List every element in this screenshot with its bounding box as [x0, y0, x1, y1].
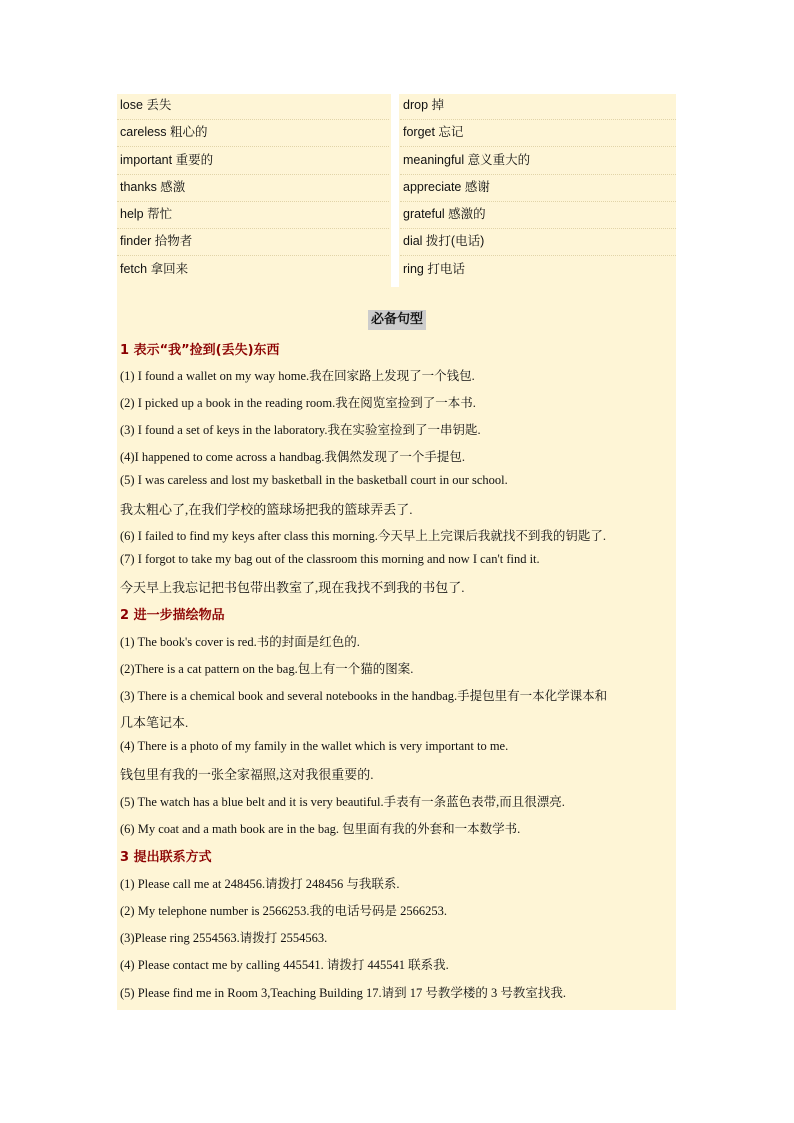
- section-title: 必备句型: [368, 310, 426, 330]
- sentence-line: (3) There is a chemical book and several notebooks in the handbag.手提包里有一本化学课本和: [120, 689, 608, 703]
- vocab-term: dial 拨打(电话): [400, 230, 676, 256]
- section-heading: 2 进一步描绘物品: [120, 608, 225, 623]
- vocab-term: meaningful 意义重大的: [400, 149, 676, 175]
- sentence-line: (4) Please contact me by calling 445541. 请拨打 445541 联系我.: [120, 958, 449, 972]
- section-heading: 3 提出联系方式: [120, 850, 212, 865]
- section-heading: 1 表示“我”捡到(丢失)东西: [120, 343, 280, 358]
- vocab-term: help 帮忙: [117, 203, 389, 229]
- vocab-term: drop 掉: [400, 94, 676, 120]
- vocab-row: [117, 230, 676, 257]
- vocab-term: careless 粗心的: [117, 121, 389, 147]
- sentence-line: (6) I failed to find my keys after class this morning.今天早上上完课后我就找不到我的钥匙了.: [120, 529, 607, 543]
- sentence-line: (4)I happened to come across a handbag.我偶然发现了一个手提包.: [120, 450, 466, 464]
- vocab-row: [117, 176, 676, 203]
- sentence-line: 我太粗心了,在我们学校的篮球场把我的篮球弄丢了.: [120, 502, 413, 517]
- sentence-line: 几本笔记本.: [120, 715, 189, 730]
- sentence-line: (2) My telephone number is 2566253.我的电话号码是 2566253.: [120, 904, 448, 918]
- vocab-row: [117, 94, 676, 121]
- vocab-term: forget 忘记: [400, 121, 676, 147]
- vocab-row: [117, 203, 676, 230]
- vocab-term: finder 拾物者: [117, 230, 389, 256]
- sentence-line: (5) I was careless and lost my basketball in the basketball court in our school.: [120, 473, 508, 487]
- sentence-line: (5) Please find me in Room 3,Teaching Building 17.请到 17 号教学楼的 3 号教室找我.: [120, 986, 566, 1000]
- sentence-line: (4) There is a photo of my family in the wallet which is very important to me.: [120, 739, 509, 753]
- vocab-term: thanks 感激: [117, 176, 389, 202]
- sentence-line: (1) Please call me at 248456.请拨打 248456 与我联系.: [120, 877, 400, 891]
- vocab-row: [117, 121, 676, 148]
- vocab-term: appreciate 感谢: [400, 176, 676, 202]
- vocab-row: [117, 149, 676, 176]
- vocab-term: fetch 拿回来: [120, 261, 189, 276]
- sentence-line: (2) I picked up a book in the reading room.我在阅览室捡到了一本书.: [120, 396, 476, 410]
- vocab-term: important 重要的: [117, 149, 389, 175]
- sentence-line: (7) I forgot to take my bag out of the classroom this morning and now I can't find it.: [120, 552, 540, 566]
- vocab-term: lose 丢失: [117, 94, 389, 120]
- sentence-line: (6) My coat and a math book are in the bag. 包里面有我的外套和一本数学书.: [120, 822, 521, 836]
- sentence-line: (3) I found a set of keys in the laboratory.我在实验室捡到了一串钥匙.: [120, 423, 481, 437]
- sentence-line: (2)There is a cat pattern on the bag.包上有一个猫的图案.: [120, 662, 414, 676]
- sentence-line: 钱包里有我的一张全家福照,这对我很重要的.: [120, 767, 374, 782]
- sentence-line: (1) The book's cover is red.书的封面是红色的.: [120, 635, 360, 649]
- vocab-term: ring 打电话: [403, 261, 465, 276]
- vocab-row: [117, 258, 676, 285]
- sentence-line: (1) I found a wallet on my way home.我在回家路上发现了一个钱包.: [120, 369, 475, 383]
- vocabulary-table: [117, 94, 676, 285]
- sentence-line: (5) The watch has a blue belt and it is very beautiful.手表有一条蓝色表带,而且很漂亮.: [120, 795, 565, 809]
- sentence-line: (3)Please ring 2554563.请拨打 2554563.: [120, 931, 328, 945]
- vocab-term: grateful 感激的: [400, 203, 676, 229]
- sentence-line: 今天早上我忘记把书包带出教室了,现在我找不到我的书包了.: [120, 580, 465, 595]
